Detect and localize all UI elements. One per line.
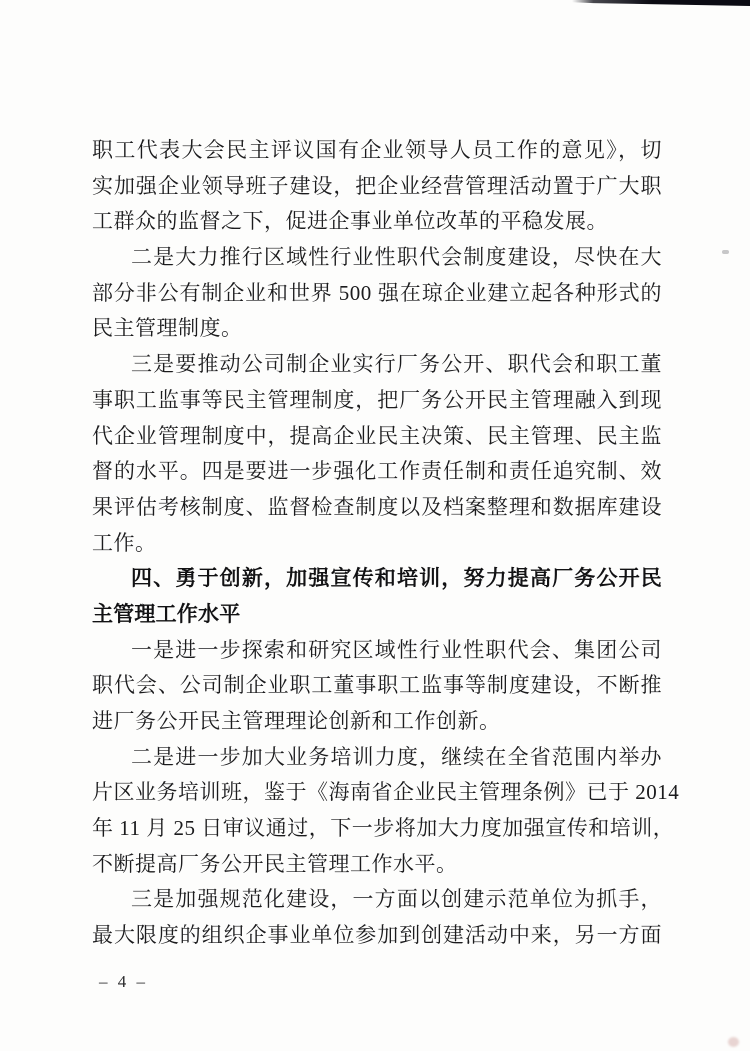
body-line: 最大限度的组织企事业单位参加到创建活动中来，另一方面 [92, 923, 662, 948]
scan-smudge-artifact [728, 1037, 739, 1047]
body-line: 事职工监事等民主管理制度，把厂务公开民主管理融入到现 [92, 387, 662, 412]
body-line: 进厂务公开民主管理理论创新和工作创新。 [92, 709, 501, 733]
paragraph [92, 347, 662, 561]
body-line: 二是大力推行区域性行业性职代会制度建设，尽快在大 [131, 245, 662, 270]
body-line: 工作。 [92, 530, 157, 555]
document-body [92, 133, 680, 954]
body-line: 工群众的监督之下，促进企事业单位改革的平稳发展。 [92, 209, 608, 234]
body-line: 片区业务培训班，鉴于《海南省企业民主管理条例》已于 2014 [92, 780, 680, 805]
body-line: 三是加强规范化建设，一方面以创建示范单位为抓手， [131, 887, 662, 912]
body-line: 部分非公有制企业和世界 500 强在琼企业建立起各种形式的 [92, 280, 662, 305]
body-line: 代企业管理制度中，提高企业民主决策、民主管理、民主监 [92, 423, 662, 448]
scan-edge-artifact [572, 0, 750, 6]
paragraph [92, 740, 680, 883]
page-number: – 4 – [99, 972, 148, 991]
section-heading [92, 561, 662, 632]
heading-line: 四、勇于创新，加强宣传和培训，努力提高厂务公开民 [131, 567, 662, 591]
body-line: 督的水平。四是要进一步强化工作责任制和责任追究制、效 [92, 459, 662, 484]
body-line: 民主管理制度。 [92, 316, 243, 341]
body-line: 年 11 月 25 日审议通过，下一步将加大力度加强宣传和培训， [92, 816, 675, 841]
scan-speck-artifact [722, 250, 729, 254]
body-line: 实加强企业领导班子建设，把企业经营管理活动置于广大职 [92, 173, 662, 198]
paragraph [92, 240, 662, 347]
paragraph [92, 882, 662, 953]
body-line: 不断提高厂务公开民主管理工作水平。 [92, 851, 458, 876]
body-line: 职工代表大会民主评议国有企业领导人员工作的意见》，切 [92, 138, 662, 162]
body-line: 果评估考核制度、监督检查制度以及档案整理和数据库建设 [92, 494, 662, 519]
body-line: 职代会、公司制企业职工董事职工监事等制度建设，不断推 [92, 673, 662, 698]
paragraph [92, 633, 662, 740]
body-line: 三是要推动公司制企业实行厂务公开、职代会和职工董 [131, 352, 662, 377]
body-line: 二是进一步加大业务培训力度，继续在全省范围内举办 [131, 744, 662, 769]
heading-line: 主管理工作水平 [92, 602, 241, 626]
body-line: 一是进一步探索和研究区域性行业性职代会、集团公司 [131, 637, 662, 662]
paragraph-continuation [92, 133, 662, 240]
